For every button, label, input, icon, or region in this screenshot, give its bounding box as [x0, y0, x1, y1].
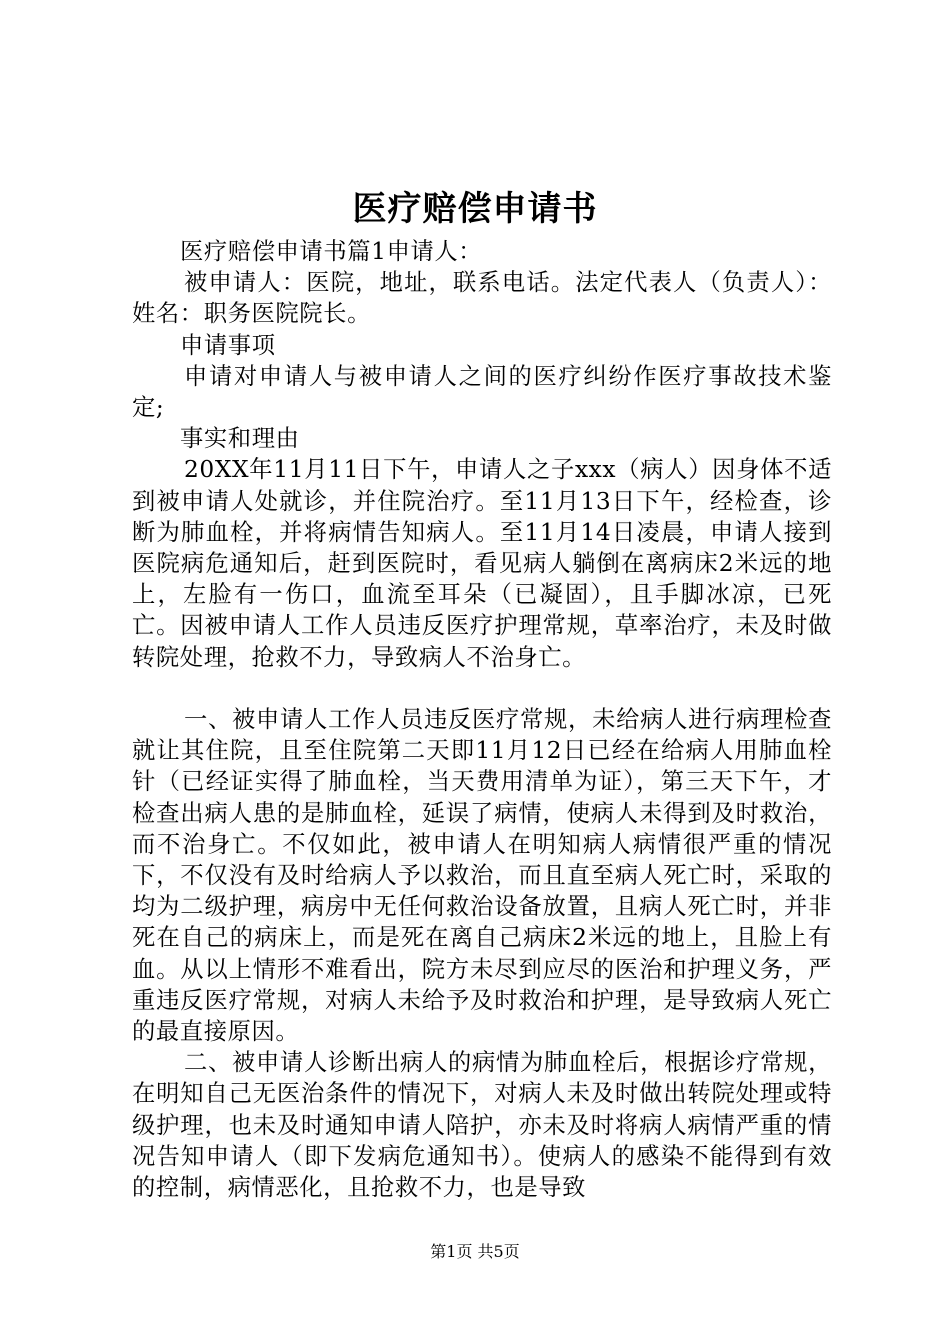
paragraph-facts: 20XX年11月11日下午，申请人之子xxx（病人）因身体不适到被申请人处就诊，并住院治疗。至11月13日下午，经检查，诊断为肺血栓，并将病情告知病人。至11月14日凌晨，申请人接到医院病危通知后，赶到医院时，看见病人躺倒在离病床2米远的地上，左脸有一伤口，血流至耳朵（已凝固），且手脚冰凉，已死亡。因被申请人工作人员违反医疗护理常规，草率治疗，未及时做转院处理，抢救不力，导致病人不治身亡。	[132, 456, 832, 671]
paragraph-reason-one: 一、被申请人工作人员违反医疗常规，未给病人进行病理检查就让其住院，且至住院第二天即11月12日已经在给病人用肺血栓针（已经证实得了肺血栓，当天费用清单为证），第三天下午，才检查出病人患的是肺血栓，延误了病情，使病人未得到及时救治，而不治身亡。不仅如此，被申请人在明知病人病情很严重的情况下，不仅没有及时给病人予以救治，而且直至病人死亡时，采取的均为二级护理，病房中无任何救治设备放置，且病人死亡时，并非死在自己的病床上，而是死在离自己病床2米远的地上，且脸上有血。从以上情形不难看出，院方未尽到应尽的医治和护理义务，严重违反医疗常规，对病人未给予及时救治和护理，是导致病人死亡的最直接原因。	[132, 706, 832, 1046]
paragraph-reason-two: 二、被申请人诊断出病人的病情为肺血栓后，根据诊疗常规，在明知自己无医治条件的情况下，对病人未及时做出转院处理或特级护理，也未及时通知申请人陪护，亦未及时将病人病情严重的情况告知申请人（即下发病危通知书）。使病人的感染不能得到有效的控制，病情恶化，且抢救不力，也是导致	[132, 1049, 832, 1202]
document-body	[132, 236, 832, 1203]
heading-request-items: 申请事项	[180, 331, 276, 359]
heading-facts-reasons: 事实和理由	[180, 425, 300, 453]
paragraph-gap	[132, 673, 832, 704]
document-title: 医疗赔偿申请书	[352, 189, 598, 229]
paragraph-request: 申请对申请人与被申请人之间的医疗纠纷作医疗事故技术鉴定;	[132, 362, 832, 422]
paragraph-intro: 医疗赔偿申请书篇1申请人：	[180, 238, 483, 265]
paragraph-respondent: 被申请人：医院，地址，联系电话。法定代表人（负责人）：姓名：职务医院院长。	[132, 269, 832, 328]
page-number-footer: 第1页 共5页	[430, 1242, 520, 1261]
